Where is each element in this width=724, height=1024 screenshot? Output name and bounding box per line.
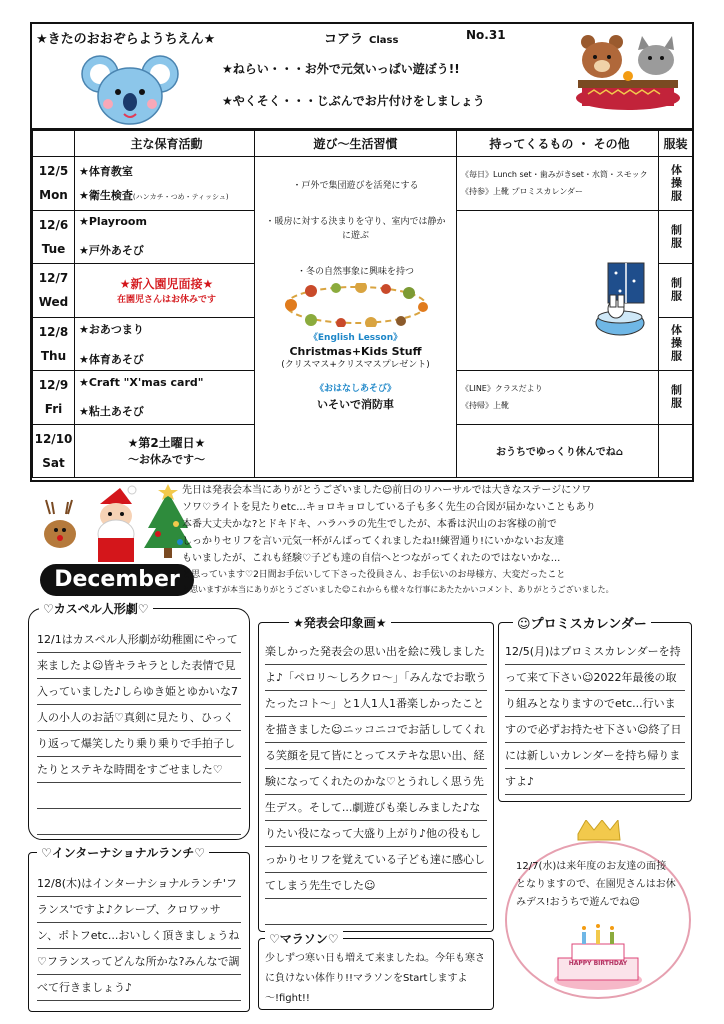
date-header (33, 131, 75, 157)
dress-cell: 制服 (659, 210, 693, 264)
dress-cell: 制服 (659, 264, 693, 318)
promise-calendar-text: 12/5(月)はプロミスカレンダーを持って来て下さい☺2022年最後の取り組みとなりますのでetc...行いますので必ずお持たせ下さい☺終了日には新しいカレンダーを持ち帰りますよ♪ (505, 639, 685, 795)
bear-and-cat-kotatsu-illustration (568, 28, 686, 126)
birthday-message: 12/7(水)は来年度のお友達の面接となりますので、在園児さんはお休みデス!おうちで遊んでね☺ (516, 861, 676, 908)
activity-cell: ★第2土曜日★ ～お休みです～ (75, 424, 255, 478)
promise-calendar-title: ☺プロミスカレンダー (513, 613, 651, 632)
main-activity-header: 主な保育活動 (75, 131, 255, 157)
bring-cell-empty (457, 210, 659, 371)
lunch-text: 12/8(木)はインターナショナルランチ'フランス'ですよ♪クレープ、クロワッサン、ポトフetc...おいしく頂きましょうね♡フランスってどんな所かな?みんなで調べて行きましょう♪ (37, 871, 241, 1007)
art-text: 楽しかった発表会の思い出を絵に残しましたよ♪「ペロリ～しろクロ～」「みんなでお歌うたったコト～」と1人1人1番楽しかったことを描きました☺ニッコニコでお話ししてくれる笑顔を見て皆にとってステキな思い出、経験になってくれたのかな♡とうれしく思う先生デス。そして...劇遊びも楽しみました♪なりたい役になって大盛り上がり♪他の役もしっかりセリフを覚えている子ども達に感心してしまう先生でした☺ (265, 639, 487, 925)
date-cell: 12/8 Thu (33, 317, 75, 371)
autumn-leaves-illustration (281, 283, 431, 327)
date-cell: 12/5 Mon (33, 157, 75, 211)
dress-cell: 制服 (659, 371, 693, 425)
art-section (258, 616, 494, 932)
table-row (33, 157, 693, 211)
schedule-frame (30, 22, 694, 482)
dress-cell-empty (659, 424, 693, 478)
lunch-title: ♡インターナショナルランチ♡ (37, 844, 209, 861)
kasper-text: 12/1はカスペル人形劇が幼稚園にやって来ましたよ☺皆キラキラとした表情で見入っていました♪しらゆき姫とゆかいな7人の小人のお話♡真剣に見たり、ひっくり返って爆笑したり乗り乗りで手拍子したりとステキな時間をすごせました♡ (37, 627, 241, 835)
school-name: ★きたのおおぞらようちえん★ (36, 32, 216, 47)
santa-reindeer-tree-illustration (40, 484, 196, 564)
marathon-text: 少しずつ寒い日も増えて来ましたね。今年も寒さに負けない体作り!!マラソンをStartしますよ～!fight!! (265, 953, 485, 1004)
activity-cell: ★Playroom ★戸外あそび (75, 210, 255, 264)
weekly-schedule-table (32, 130, 693, 478)
activity-cell: ★Craft "X'mas card" ★粘土あそび (75, 371, 255, 425)
cake-label: HAPPY BIRTHDAY (568, 960, 628, 967)
date-cell: 12/6 Tue (33, 210, 75, 264)
activity-cell: ★体育教室 ★衛生検査(ハンカチ・つめ・ティッシュ) (75, 157, 255, 211)
bring-cell: 《毎日》Lunch set・歯みがきset・水筒・スモック 《持参》上靴 プロミスカレンダー (457, 157, 659, 211)
promise-calendar-section (498, 617, 692, 802)
dress-cell: 体操服 (659, 157, 693, 211)
house-icon: ⌂ (615, 447, 623, 459)
lunch-section (28, 846, 250, 1012)
month-banner: December (40, 564, 194, 596)
koala-illustration (80, 50, 180, 128)
teacher-message: 先日は発表会本当にありがとうございました☺前日のリハーサルでは大きなステージにソワ ソワ♡ライトを見たりetc...キョロキョロしている子も多く先生の合図が届かないこともあり 本番大丈夫かな?とドキドキ、ハラハラの先生でしたが、本番は沢山のお客様の前で しっかりセリフを言い元気一杯がんばってくれましたね!!練習通り!にいかないお友達 もいましたが、これも経験♡子ども達の自信へとつながってくれたのではないかな... と思っています♡2日間お手伝いして下さった役員さん、お手伝いのお母様方、大変だったこと と思いますが本当にありがとうございました☺これからも様々な行事にあたたかいコメント、ありがとうございました。 (182, 485, 614, 594)
promise-text: ★やくそく・・・じぶんでお片付けをしましょう (222, 94, 485, 108)
bring-cell: おうちでゆっくり休んでね⌂ (457, 424, 659, 478)
activity-cell: ★おあつまり ★体育あそび (75, 317, 255, 371)
class-label: Class (369, 35, 399, 46)
smile-icon: ☺ (517, 617, 531, 632)
play-header: 遊び～生活習慣 (255, 131, 457, 157)
dress-cell: 体操服 (659, 317, 693, 371)
marathon-section (258, 932, 494, 1010)
issue-number: No.31 (466, 28, 506, 42)
aim-text: ★ねらい・・・お外で元気いっぱい遊ぼう!! (222, 62, 460, 76)
birthday-cake-illustration (498, 820, 698, 1008)
date-cell: 12/9 Fri (33, 371, 75, 425)
kasper-title: ♡カスペル人形劇♡ (39, 600, 153, 617)
activity-cell: ★新入園児面接★ 在園児さんはお休みです (75, 264, 255, 318)
winter-bath-illustration (594, 261, 650, 341)
header (32, 24, 692, 130)
bring-header: 持ってくるもの ・ その他 (457, 131, 659, 157)
class-title (324, 28, 398, 47)
dress-header: 服装 (659, 131, 693, 157)
marathon-title: ♡マラソン♡ (265, 930, 343, 947)
play-cell: ・戸外で集団遊びを活発にする ・暖房に対する決まりを守り、室内では静かに遊ぶ ・冬の自然事象に興味を持つ 《English Lesson》 Christmas+Kids Stuff (クリスマス+クリスマスプレゼント) 《おはなしあそび》 いそいで消防車 (255, 157, 457, 478)
date-cell: 12/7 Wed (33, 264, 75, 318)
art-title: ★発表会印象画★ (289, 614, 391, 631)
kasper-section (28, 602, 250, 840)
class-name: コアラ (324, 32, 364, 47)
date-cell: 12/10 Sat (33, 424, 75, 478)
bring-cell: 《LINE》クラスだより 《持帰》上靴 (457, 371, 659, 425)
